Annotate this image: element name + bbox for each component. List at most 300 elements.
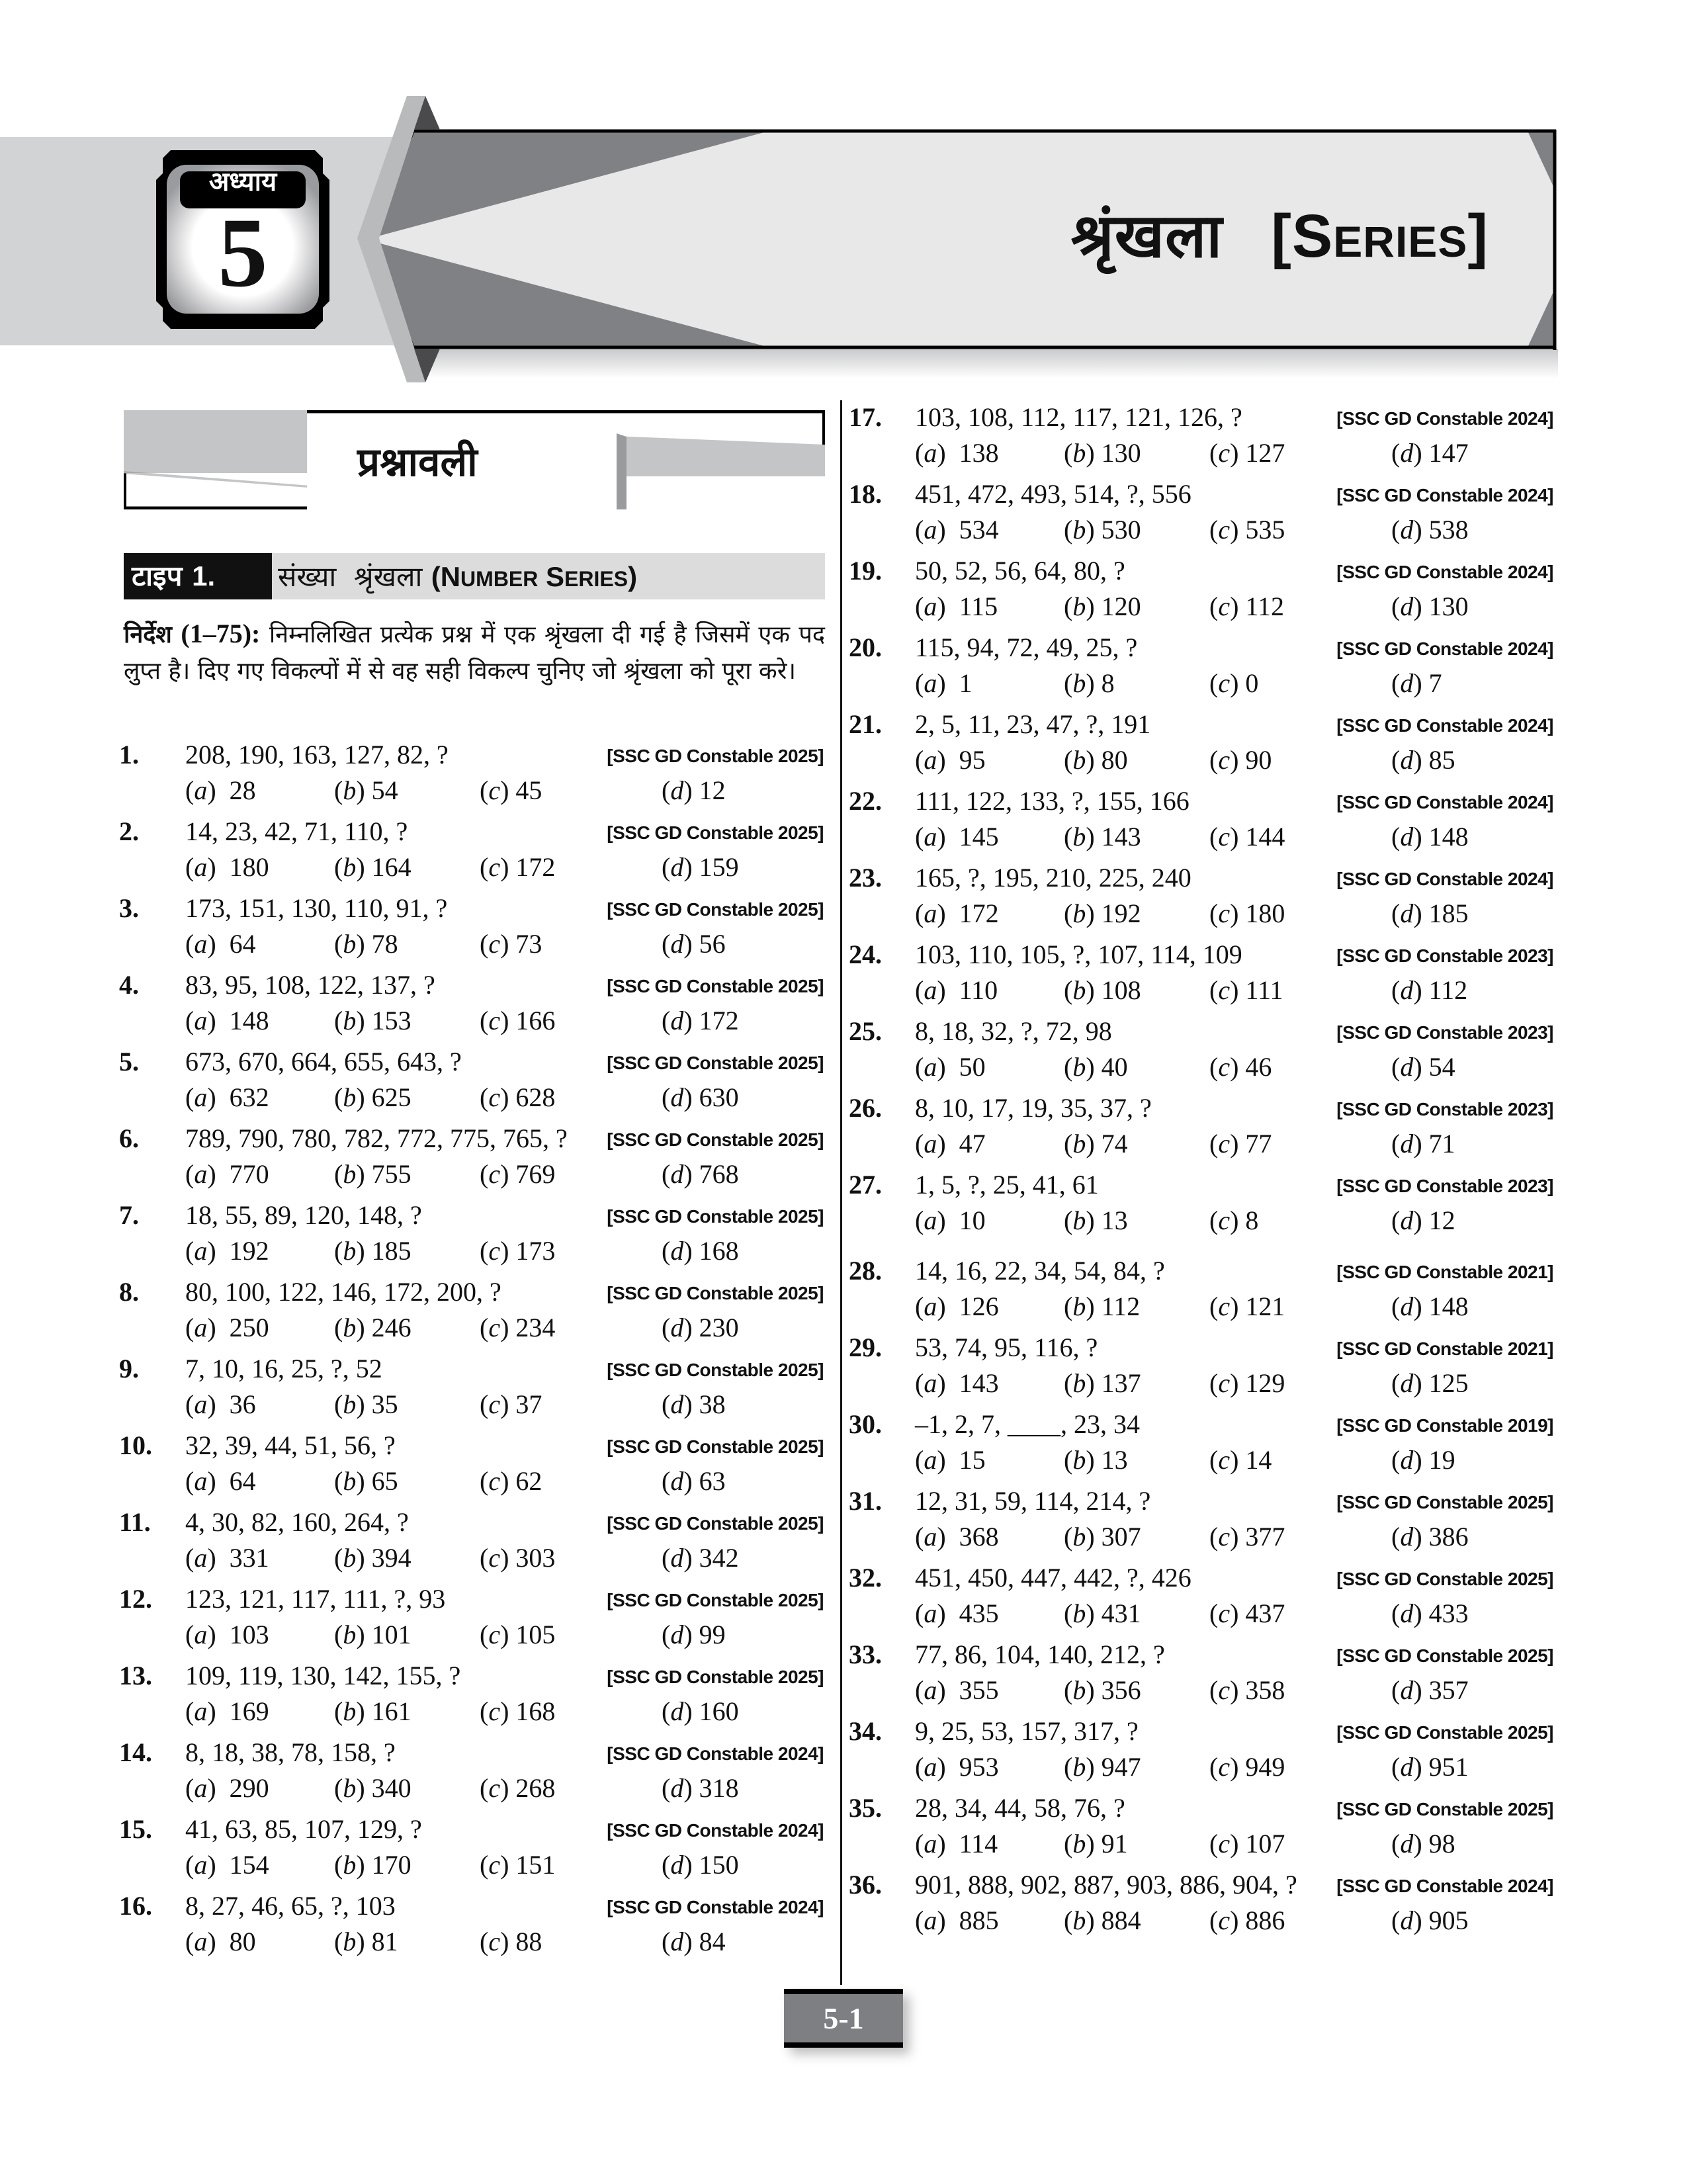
question-item bbox=[849, 938, 1553, 1014]
option-c[interactable]: (c) 62 bbox=[480, 1466, 542, 1496]
option-c[interactable]: (c) 0 bbox=[1209, 668, 1259, 698]
option-b[interactable]: (b) 13 bbox=[1064, 1445, 1128, 1475]
direction-text: निर्देश (1–75): निम्नलिखित प्रत्येक प्रश्न में एक श्रृंखला दी गई है जिसमें एक पद लुप्त है। दिए गए विकल्पों में से वह सही विकल्प चुनिए जो श्रृंखला को पूरा करे। bbox=[124, 619, 825, 685]
option-a[interactable]: (a) 250 bbox=[185, 1313, 269, 1342]
chapter-label: अध्याय bbox=[208, 167, 277, 197]
option-a[interactable]: (a) 114 bbox=[915, 1829, 998, 1858]
option-a[interactable]: (a) 632 bbox=[185, 1082, 269, 1112]
option-c[interactable]: (c) 112 bbox=[1209, 591, 1284, 621]
option-b[interactable]: (b) 192 bbox=[1064, 898, 1141, 928]
option-a[interactable]: (a) 1 bbox=[915, 668, 973, 698]
question-source: [SSC GD Constable 2024] bbox=[607, 1897, 824, 1917]
question-series: 789, 790, 780, 782, 772, 775, 765, ? bbox=[185, 1123, 568, 1153]
question-series: 14, 23, 42, 71, 110, ? bbox=[185, 816, 408, 846]
option-a[interactable]: (a) 355 bbox=[915, 1675, 999, 1705]
option-c[interactable]: (c) 151 bbox=[480, 1850, 556, 1880]
question-series: 83, 95, 108, 122, 137, ? bbox=[185, 970, 435, 1000]
question-series: 103, 110, 105, ?, 107, 114, 109 bbox=[915, 939, 1242, 969]
question-source: [SSC GD Constable 2025] bbox=[607, 1590, 824, 1610]
option-b[interactable]: (b) 356 bbox=[1064, 1675, 1141, 1705]
question-item bbox=[119, 1812, 824, 1889]
option-a[interactable]: (a) 331 bbox=[185, 1543, 269, 1573]
option-d[interactable]: (d) 38 bbox=[662, 1389, 726, 1419]
question-number: 7. bbox=[119, 1200, 139, 1230]
question-source: [SSC GD Constable 2024] bbox=[1336, 869, 1553, 889]
question-number: 17. bbox=[849, 402, 882, 432]
option-d[interactable]: (d) 630 bbox=[662, 1082, 739, 1112]
option-c[interactable]: (c) 535 bbox=[1209, 515, 1285, 545]
option-c[interactable]: (c) 234 bbox=[480, 1313, 556, 1342]
question-number: 15. bbox=[119, 1814, 152, 1844]
option-b[interactable]: (b) 340 bbox=[334, 1773, 411, 1803]
option-b[interactable]: (b) 91 bbox=[1064, 1829, 1128, 1858]
question-source: [SSC GD Constable 2025] bbox=[607, 1129, 824, 1150]
option-b[interactable]: (b) 78 bbox=[334, 929, 398, 959]
question-series: 2, 5, 11, 23, 47, ?, 191 bbox=[915, 709, 1151, 739]
question-number: 9. bbox=[119, 1354, 139, 1383]
question-item bbox=[119, 1889, 824, 1966]
option-b[interactable]: (b) 625 bbox=[334, 1082, 411, 1112]
question-number: 18. bbox=[849, 479, 882, 509]
chapter-title-hindi: श्रृंखला bbox=[1070, 200, 1223, 271]
option-b[interactable]: (b) 35 bbox=[334, 1389, 398, 1419]
question-series: 53, 74, 95, 116, ? bbox=[915, 1332, 1098, 1362]
option-b[interactable]: (b) 120 bbox=[1064, 591, 1141, 621]
option-d[interactable]: (d) 54 bbox=[1391, 1052, 1455, 1082]
option-d[interactable]: (d) 150 bbox=[662, 1850, 739, 1880]
question-number: 35. bbox=[849, 1793, 882, 1823]
question-item bbox=[849, 631, 1553, 707]
question-item bbox=[849, 1791, 1553, 1868]
option-d[interactable]: (d) 357 bbox=[1391, 1675, 1469, 1705]
question-source: [SSC GD Constable 2025] bbox=[607, 1360, 824, 1380]
question-source: [SSC GD Constable 2025] bbox=[1336, 1799, 1553, 1819]
question-series: 103, 108, 112, 117, 121, 126, ? bbox=[915, 402, 1242, 432]
option-c[interactable]: (c) 127 bbox=[1209, 438, 1285, 468]
option-a[interactable]: (a) 169 bbox=[185, 1696, 269, 1726]
option-b[interactable]: (b) 8 bbox=[1064, 668, 1115, 698]
option-c[interactable]: (c) 268 bbox=[480, 1773, 556, 1803]
question-item bbox=[849, 400, 1553, 477]
question-source: [SSC GD Constable 2024] bbox=[1336, 715, 1553, 736]
question-source: [SSC GD Constable 2024] bbox=[1336, 638, 1553, 659]
option-a[interactable]: (a) 145 bbox=[915, 822, 999, 852]
option-d[interactable]: (d) 85 bbox=[1391, 745, 1455, 775]
option-c[interactable]: (c) 172 bbox=[480, 852, 556, 882]
question-item bbox=[849, 861, 1553, 938]
chapter-badge bbox=[151, 150, 335, 330]
option-a[interactable]: (a) 50 bbox=[915, 1052, 986, 1082]
option-a[interactable]: (a) 143 bbox=[915, 1368, 999, 1398]
question-source: [SSC GD Constable 2025] bbox=[607, 1436, 824, 1457]
question-series: 4, 30, 82, 160, 264, ? bbox=[185, 1507, 409, 1537]
question-item bbox=[119, 1121, 824, 1198]
option-b[interactable]: (b) 13 bbox=[1064, 1205, 1128, 1235]
option-d[interactable]: (d) 71 bbox=[1391, 1129, 1455, 1158]
option-b[interactable]: (b) 530 bbox=[1064, 515, 1141, 545]
question-number: 3. bbox=[119, 893, 139, 923]
option-c[interactable]: (c) 168 bbox=[480, 1696, 556, 1726]
question-source: [SSC GD Constable 2025] bbox=[607, 976, 824, 996]
option-a[interactable]: (a) 10 bbox=[915, 1205, 986, 1235]
question-source: [SSC GD Constable 2019] bbox=[1336, 1415, 1553, 1436]
column-divider bbox=[840, 400, 842, 1985]
option-d[interactable]: (d) 538 bbox=[1391, 515, 1469, 545]
option-d[interactable]: (d) 386 bbox=[1391, 1522, 1469, 1551]
question-source: [SSC GD Constable 2024] bbox=[1336, 562, 1553, 582]
option-b[interactable]: (b) 81 bbox=[334, 1927, 398, 1956]
option-d[interactable]: (d) 63 bbox=[662, 1466, 726, 1496]
question-number: 4. bbox=[119, 970, 139, 1000]
option-a[interactable]: (a) 64 bbox=[185, 929, 256, 959]
option-d[interactable]: (d) 185 bbox=[1391, 898, 1469, 928]
option-d[interactable]: (d) 768 bbox=[662, 1159, 739, 1189]
question-number: 26. bbox=[849, 1093, 882, 1123]
question-number: 24. bbox=[849, 939, 882, 969]
question-source: [SSC GD Constable 2025] bbox=[607, 1667, 824, 1687]
question-series: 12, 31, 59, 114, 214, ? bbox=[915, 1486, 1151, 1516]
question-number: 12. bbox=[119, 1584, 152, 1614]
question-source: [SSC GD Constable 2025] bbox=[1336, 1569, 1553, 1589]
option-b[interactable]: (b) 74 bbox=[1064, 1129, 1128, 1158]
question-series: 8, 27, 46, 65, ?, 103 bbox=[185, 1891, 396, 1921]
option-a[interactable]: (a) 103 bbox=[185, 1620, 269, 1649]
option-c[interactable]: (c) 129 bbox=[1209, 1368, 1285, 1398]
option-d[interactable]: (d) 905 bbox=[1391, 1905, 1469, 1935]
option-c[interactable]: (c) 46 bbox=[1209, 1052, 1272, 1082]
option-b[interactable]: (b) 54 bbox=[334, 775, 398, 805]
question-item bbox=[849, 1168, 1553, 1254]
question-item bbox=[849, 1714, 1553, 1791]
option-d[interactable]: (d) 12 bbox=[1391, 1205, 1455, 1235]
question-series: 32, 39, 44, 51, 56, ? bbox=[185, 1430, 396, 1460]
question-number: 28. bbox=[849, 1256, 882, 1286]
option-a[interactable]: (a) 15 bbox=[915, 1445, 986, 1475]
option-c[interactable]: (c) 77 bbox=[1209, 1129, 1272, 1158]
option-c[interactable]: (c) 886 bbox=[1209, 1905, 1285, 1935]
option-a[interactable]: (a) 95 bbox=[915, 745, 986, 775]
option-c[interactable]: (c) 437 bbox=[1209, 1598, 1285, 1628]
option-a[interactable]: (a) 80 bbox=[185, 1927, 256, 1956]
question-series: 77, 86, 104, 140, 212, ? bbox=[915, 1639, 1165, 1669]
option-b[interactable]: (b) 112 bbox=[1064, 1291, 1141, 1321]
option-b[interactable]: (b) 884 bbox=[1064, 1905, 1141, 1935]
question-source: [SSC GD Constable 2024] bbox=[607, 1743, 824, 1764]
question-series: 173, 151, 130, 110, 91, ? bbox=[185, 893, 448, 923]
option-a[interactable]: (a) 126 bbox=[915, 1291, 999, 1321]
type-title: संख्या श्रृंखला (NUMBER SERIES) bbox=[278, 560, 638, 593]
option-c[interactable]: (c) 121 bbox=[1209, 1291, 1285, 1321]
question-item bbox=[119, 891, 824, 968]
question-item bbox=[849, 1091, 1553, 1168]
question-series: 901, 888, 902, 887, 903, 886, 904, ? bbox=[915, 1870, 1297, 1900]
question-number: 16. bbox=[119, 1891, 152, 1921]
option-a[interactable]: (a) 110 bbox=[915, 975, 998, 1005]
option-a[interactable]: (a) 47 bbox=[915, 1129, 986, 1158]
option-a[interactable]: (a) 154 bbox=[185, 1850, 269, 1880]
option-b[interactable]: (b) 170 bbox=[334, 1850, 411, 1880]
question-item bbox=[849, 554, 1553, 631]
question-item bbox=[849, 1331, 1553, 1407]
question-number: 22. bbox=[849, 786, 882, 816]
option-b[interactable]: (b) 161 bbox=[334, 1696, 411, 1726]
question-series: 111, 122, 133, ?, 155, 166 bbox=[915, 786, 1190, 816]
option-c[interactable]: (c) 37 bbox=[480, 1389, 542, 1419]
question-series: 8, 18, 32, ?, 72, 98 bbox=[915, 1016, 1112, 1046]
question-source: [SSC GD Constable 2024] bbox=[1336, 485, 1553, 505]
question-number: 23. bbox=[849, 863, 882, 893]
question-source: [SSC GD Constable 2023] bbox=[1336, 1099, 1553, 1119]
question-series: 28, 34, 44, 58, 76, ? bbox=[915, 1793, 1125, 1823]
option-c[interactable]: (c) 166 bbox=[480, 1006, 556, 1035]
option-c[interactable]: (c) 45 bbox=[480, 775, 542, 805]
question-source: [SSC GD Constable 2021] bbox=[1336, 1262, 1553, 1282]
questions-left-column bbox=[119, 738, 824, 1966]
question-item bbox=[119, 814, 824, 891]
option-d[interactable]: (d) 168 bbox=[662, 1236, 739, 1266]
option-c[interactable]: (c) 73 bbox=[480, 929, 542, 959]
option-d[interactable]: (d) 342 bbox=[662, 1543, 739, 1573]
question-item bbox=[849, 1254, 1553, 1331]
question-item bbox=[119, 1582, 824, 1659]
question-source: [SSC GD Constable 2024] bbox=[1336, 1876, 1553, 1896]
option-d[interactable]: (d) 433 bbox=[1391, 1598, 1469, 1628]
option-a[interactable]: (a) 770 bbox=[185, 1159, 269, 1189]
option-c[interactable]: (c) 14 bbox=[1209, 1445, 1272, 1475]
option-a[interactable]: (a) 36 bbox=[185, 1389, 256, 1419]
question-item bbox=[119, 1735, 824, 1812]
question-number: 25. bbox=[849, 1016, 882, 1046]
question-item bbox=[849, 707, 1553, 784]
option-a[interactable]: (a) 192 bbox=[185, 1236, 269, 1266]
option-d[interactable]: (d) 56 bbox=[662, 929, 726, 959]
option-b[interactable]: (b) 101 bbox=[334, 1620, 411, 1649]
question-item bbox=[849, 1407, 1553, 1484]
question-series: 673, 670, 664, 655, 643, ? bbox=[185, 1047, 462, 1076]
question-item bbox=[119, 1045, 824, 1121]
chapter-title-english: [SERIES] bbox=[1271, 202, 1489, 270]
option-b[interactable]: (b) 185 bbox=[334, 1236, 411, 1266]
option-c[interactable]: (c) 111 bbox=[1209, 975, 1283, 1005]
option-c[interactable]: (c) 88 bbox=[480, 1927, 542, 1956]
question-number: 6. bbox=[119, 1123, 139, 1153]
question-series: 9, 25, 53, 157, 317, ? bbox=[915, 1716, 1139, 1746]
question-series: 50, 52, 56, 64, 80, ? bbox=[915, 556, 1125, 586]
option-d[interactable]: (d) 172 bbox=[662, 1006, 739, 1035]
option-c[interactable]: (c) 144 bbox=[1209, 822, 1285, 852]
question-source: [SSC GD Constable 2025] bbox=[607, 1513, 824, 1534]
option-d[interactable]: (d) 159 bbox=[662, 852, 739, 882]
question-source: [SSC GD Constable 2021] bbox=[1336, 1338, 1553, 1359]
question-series: 8, 10, 17, 19, 35, 37, ? bbox=[915, 1093, 1152, 1123]
option-a[interactable]: (a) 28 bbox=[185, 775, 256, 805]
option-c[interactable]: (c) 180 bbox=[1209, 898, 1285, 928]
question-item bbox=[119, 1505, 824, 1582]
option-c[interactable]: (c) 628 bbox=[480, 1082, 556, 1112]
question-series: 208, 190, 163, 127, 82, ? bbox=[185, 740, 449, 769]
option-a[interactable]: (a) 290 bbox=[185, 1773, 269, 1803]
option-b[interactable]: (b) 108 bbox=[1064, 975, 1141, 1005]
question-item bbox=[119, 968, 824, 1045]
question-source: [SSC GD Constable 2025] bbox=[607, 822, 824, 843]
question-number: 20. bbox=[849, 633, 882, 662]
option-c[interactable]: (c) 769 bbox=[480, 1159, 556, 1189]
option-b[interactable]: (b) 755 bbox=[334, 1159, 411, 1189]
option-c[interactable]: (c) 107 bbox=[1209, 1829, 1285, 1858]
question-series: 8, 18, 38, 78, 158, ? bbox=[185, 1737, 396, 1767]
option-a[interactable]: (a) 138 bbox=[915, 438, 999, 468]
question-source: [SSC GD Constable 2025] bbox=[607, 1283, 824, 1303]
question-source: [SSC GD Constable 2024] bbox=[607, 1820, 824, 1841]
option-b[interactable]: (b) 137 bbox=[1064, 1368, 1141, 1398]
option-d[interactable]: (d) 7 bbox=[1391, 668, 1442, 698]
option-a[interactable]: (a) 172 bbox=[915, 898, 999, 928]
option-d[interactable]: (d) 130 bbox=[1391, 591, 1469, 621]
option-c[interactable]: (c) 105 bbox=[480, 1620, 556, 1649]
question-source: [SSC GD Constable 2024] bbox=[1336, 792, 1553, 812]
question-source: [SSC GD Constable 2025] bbox=[1336, 1722, 1553, 1743]
option-d[interactable]: (d) 230 bbox=[662, 1313, 739, 1342]
option-a[interactable]: (a) 64 bbox=[185, 1466, 256, 1496]
page-number: 5-1 bbox=[784, 1989, 903, 2048]
question-item bbox=[119, 738, 824, 814]
question-item bbox=[849, 1561, 1553, 1638]
question-number: 36. bbox=[849, 1870, 882, 1900]
question-series: –1, 2, 7, ____, 23, 34 bbox=[915, 1409, 1140, 1439]
question-source: [SSC GD Constable 2023] bbox=[1336, 945, 1553, 966]
option-a[interactable]: (a) 534 bbox=[915, 515, 999, 545]
option-b[interactable]: (b) 40 bbox=[1064, 1052, 1128, 1082]
question-number: 30. bbox=[849, 1409, 882, 1439]
option-b[interactable]: (b) 394 bbox=[334, 1543, 411, 1573]
questions-right-column bbox=[849, 400, 1553, 1944]
option-d[interactable]: (d) 148 bbox=[1391, 822, 1469, 852]
option-d[interactable]: (d) 12 bbox=[662, 775, 726, 805]
option-d[interactable]: (d) 160 bbox=[662, 1696, 739, 1726]
option-b[interactable]: (b) 164 bbox=[334, 852, 411, 882]
question-series: 109, 119, 130, 142, 155, ? bbox=[185, 1661, 461, 1690]
option-a[interactable]: (a) 115 bbox=[915, 591, 998, 621]
question-item bbox=[849, 784, 1553, 861]
option-c[interactable]: (c) 949 bbox=[1209, 1752, 1285, 1782]
option-a[interactable]: (a) 368 bbox=[915, 1522, 999, 1551]
question-source: [SSC GD Constable 2023] bbox=[1336, 1176, 1553, 1196]
option-c[interactable]: (c) 358 bbox=[1209, 1675, 1285, 1705]
option-d[interactable]: (d) 318 bbox=[662, 1773, 739, 1803]
question-source: [SSC GD Constable 2025] bbox=[607, 899, 824, 920]
question-series: 451, 450, 447, 442, ?, 426 bbox=[915, 1563, 1191, 1593]
option-b[interactable]: (b) 431 bbox=[1064, 1598, 1141, 1628]
question-number: 27. bbox=[849, 1170, 882, 1200]
question-series: 7, 10, 16, 25, ?, 52 bbox=[185, 1354, 382, 1383]
option-c[interactable]: (c) 377 bbox=[1209, 1522, 1285, 1551]
question-number: 10. bbox=[119, 1430, 152, 1460]
question-number: 31. bbox=[849, 1486, 882, 1516]
option-d[interactable]: (d) 19 bbox=[1391, 1445, 1455, 1475]
question-item bbox=[119, 1352, 824, 1428]
option-a[interactable]: (a) 180 bbox=[185, 852, 269, 882]
question-source: [SSC GD Constable 2024] bbox=[1336, 408, 1553, 429]
question-number: 2. bbox=[119, 816, 139, 846]
question-source: [SSC GD Constable 2023] bbox=[1336, 1022, 1553, 1043]
option-c[interactable]: (c) 173 bbox=[480, 1236, 556, 1266]
question-series: 115, 94, 72, 49, 25, ? bbox=[915, 633, 1138, 662]
option-a[interactable]: (a) 953 bbox=[915, 1752, 999, 1782]
option-d[interactable]: (d) 98 bbox=[1391, 1829, 1455, 1858]
option-b[interactable]: (b) 947 bbox=[1064, 1752, 1141, 1782]
question-source: [SSC GD Constable 2025] bbox=[1336, 1492, 1553, 1512]
question-number: 32. bbox=[849, 1563, 882, 1593]
option-a[interactable]: (a) 435 bbox=[915, 1598, 999, 1628]
option-b[interactable]: (b) 143 bbox=[1064, 822, 1141, 852]
question-item bbox=[849, 1014, 1553, 1091]
option-c[interactable]: (c) 8 bbox=[1209, 1205, 1259, 1235]
question-series: 14, 16, 22, 34, 54, 84, ? bbox=[915, 1256, 1165, 1286]
question-number: 19. bbox=[849, 556, 882, 586]
question-number: 21. bbox=[849, 709, 882, 739]
question-series: 80, 100, 122, 146, 172, 200, ? bbox=[185, 1277, 501, 1307]
option-a[interactable]: (a) 885 bbox=[915, 1905, 999, 1935]
question-item bbox=[849, 1484, 1553, 1561]
option-d[interactable]: (d) 84 bbox=[662, 1927, 726, 1956]
question-source: [SSC GD Constable 2025] bbox=[607, 1206, 824, 1227]
question-number: 34. bbox=[849, 1716, 882, 1746]
option-d[interactable]: (d) 99 bbox=[662, 1620, 726, 1649]
question-item bbox=[849, 477, 1553, 554]
question-item bbox=[849, 1638, 1553, 1714]
option-c[interactable]: (c) 90 bbox=[1209, 745, 1272, 775]
option-b[interactable]: (b) 246 bbox=[334, 1313, 411, 1342]
question-series: 165, ?, 195, 210, 225, 240 bbox=[915, 863, 1191, 893]
option-b[interactable]: (b) 80 bbox=[1064, 745, 1128, 775]
question-item bbox=[119, 1659, 824, 1735]
question-number: 29. bbox=[849, 1332, 882, 1362]
option-d[interactable]: (d) 148 bbox=[1391, 1291, 1469, 1321]
question-source: [SSC GD Constable 2025] bbox=[1336, 1645, 1553, 1666]
question-number: 14. bbox=[119, 1737, 152, 1767]
question-series: 18, 55, 89, 120, 148, ? bbox=[185, 1200, 422, 1230]
question-number: 8. bbox=[119, 1277, 139, 1307]
option-c[interactable]: (c) 303 bbox=[480, 1543, 556, 1573]
question-number: 33. bbox=[849, 1639, 882, 1669]
chapter-number: 5 bbox=[218, 198, 268, 308]
option-b[interactable]: (b) 153 bbox=[334, 1006, 411, 1035]
question-number: 11. bbox=[119, 1507, 151, 1537]
section-title: प्रश्नावली bbox=[357, 439, 478, 486]
chapter-title bbox=[1071, 192, 1489, 275]
question-source: [SSC GD Constable 2025] bbox=[607, 746, 824, 766]
option-b[interactable]: (b) 130 bbox=[1064, 438, 1141, 468]
question-series: 41, 63, 85, 107, 129, ? bbox=[185, 1814, 422, 1844]
question-number: 1. bbox=[119, 740, 139, 769]
question-series: 123, 121, 117, 111, ?, 93 bbox=[185, 1584, 446, 1614]
question-series: 451, 472, 493, 514, ?, 556 bbox=[915, 479, 1191, 509]
question-number: 5. bbox=[119, 1047, 139, 1076]
question-source: [SSC GD Constable 2025] bbox=[607, 1053, 824, 1073]
option-a[interactable]: (a) 148 bbox=[185, 1006, 269, 1035]
type-tag: टाइप 1. bbox=[124, 553, 272, 599]
option-d[interactable]: (d) 112 bbox=[1391, 975, 1468, 1005]
question-item bbox=[849, 1868, 1553, 1944]
option-b[interactable]: (b) 65 bbox=[334, 1466, 398, 1496]
question-series: 1, 5, ?, 25, 41, 61 bbox=[915, 1170, 1099, 1200]
option-d[interactable]: (d) 147 bbox=[1391, 438, 1469, 468]
option-d[interactable]: (d) 951 bbox=[1391, 1752, 1469, 1782]
question-number: 13. bbox=[119, 1661, 152, 1690]
option-d[interactable]: (d) 125 bbox=[1391, 1368, 1469, 1398]
option-b[interactable]: (b) 307 bbox=[1064, 1522, 1141, 1551]
question-item bbox=[119, 1275, 824, 1352]
